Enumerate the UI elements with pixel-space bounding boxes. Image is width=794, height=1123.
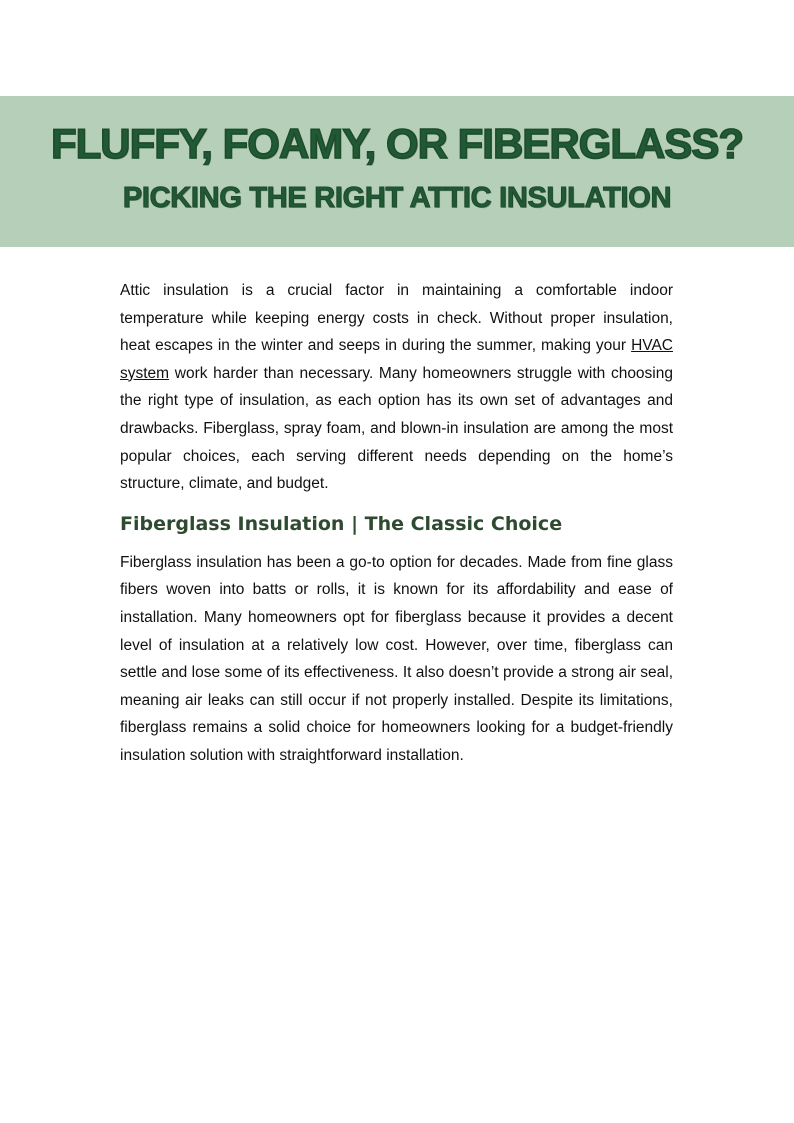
intro-text-before-link: Attic insulation is a crucial factor in maintaining a comfortable indoor temperature while keeping energy costs in check. Without proper insulation, heat escapes in the winter and seeps in during the summer, making your [120, 282, 673, 355]
intro-text-after-link: work harder than necessary. Many homeowners struggle with choosing the right type of insulation, as each option has its own set of advantages and drawbacks. Fiberglass, spray foam, and blown-in insulation are among the most popular choices, each serving different needs depending on the home’s structure, climate, and budget. [120, 364, 673, 493]
intro-paragraph [120, 277, 673, 498]
title-banner [0, 96, 794, 247]
page-title: FLUFFY, FOAMY, OR FIBERGLASS? [51, 120, 743, 167]
hvac-system-link[interactable]: HVAC system [120, 337, 673, 382]
section-heading-fiberglass: Fiberglass Insulation | The Classic Choice [120, 512, 563, 535]
page-subtitle: PICKING THE RIGHT ATTIC INSULATION [122, 182, 672, 214]
article-body [120, 277, 673, 770]
section-paragraph-fiberglass: Fiberglass insulation has been a go-to option for decades. Made from fine glass fibers woven into batts or rolls, it is known for its affordability and ease of installation. Many homeowners opt for fiberglass because it provides a decent level of insulation at a relatively low cost. However, over time, fiberglass can settle and lose some of its effectiveness. It also doesn’t provide a strong air seal, meaning air leaks can still occur if not properly installed. Despite its limitations, fiberglass remains a solid choice for homeowners looking for a budget-friendly insulation solution with straightforward installation. [120, 553, 673, 764]
